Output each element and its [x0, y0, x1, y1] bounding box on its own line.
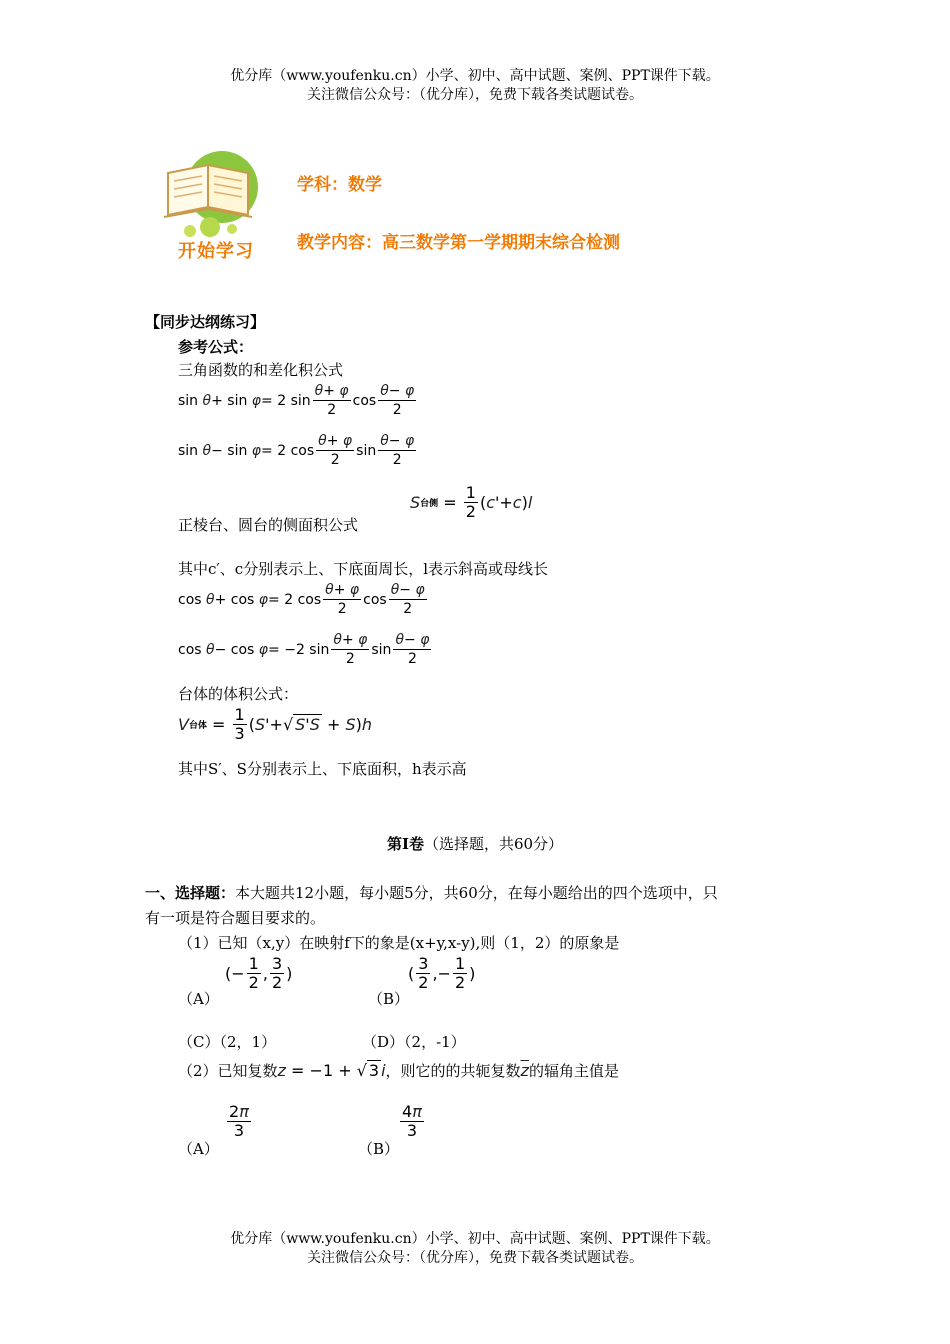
question-1-stem: （1）已知（x,y）在映射f下的象是(x+y,x-y),则（1，2）的原象是	[178, 934, 620, 952]
part-one-title-rest: （选择题，共60分）	[423, 835, 564, 853]
subject-label: 学科：数学	[297, 175, 382, 195]
footer-line-1: 优分库（www.youfenku.cn）小学、初中、高中试题、案例、PPT课件下载。	[230, 1231, 720, 1247]
complex-z-formula: z = −1 + √ 3 i	[277, 1061, 386, 1080]
formula-volume: V 台体 = $\frac{1}{3}$ (S'+√ S'S + S)h	[178, 705, 372, 743]
question-2-stem-part-1: （2）已知复数	[178, 1062, 278, 1080]
start-learning-logo	[160, 145, 270, 265]
section-one-line-1	[145, 882, 718, 903]
question-2-option-a-label: （A）	[178, 1140, 219, 1158]
question-1-option-a-label: （A）	[178, 990, 219, 1008]
question-1-option-d: （D）（2，-1）	[362, 1033, 466, 1051]
section-one-desc-1: 本大题共12小题，每小题5分，共60分，在每小题给出的四个选项中，只	[235, 884, 718, 902]
question-2-option-b-value: $\frac{4\pi}{3}$	[402, 1102, 422, 1140]
question-2-option-a-value: $\frac{2\pi}{3}$	[229, 1102, 249, 1140]
formula-sin-sum: sin θ+ sin φ= 2 sin $\frac{\theta+ \varphi}{2}$ cos $\frac{\theta- \varphi}{2}$	[178, 383, 415, 418]
formula-cos-sum: cos θ+ cos φ= 2 cos $\frac{\theta+ \varphi}{2}$ cos $\frac{\theta- \varphi}{2}$	[178, 582, 425, 617]
question-1-option-b-label: （B）	[368, 990, 410, 1008]
lateral-area-text: 正棱台、圆台的侧面积公式	[178, 516, 359, 534]
question-2-stem-part-3: 的辐角主值是	[528, 1062, 619, 1080]
question-2-stem-part-2: ，则它的的共轭复数	[385, 1062, 521, 1080]
section-one-line-2: 有一项是符合题目要求的。	[145, 909, 326, 927]
trig-formula-title: 三角函数的和差化积公式	[178, 361, 344, 379]
content-label: 教学内容：高三数学第一学期期末综合检测	[297, 233, 620, 253]
question-1-option-b-value: ( $\frac{3}{2}$ ,− $\frac{1}{2}$ )	[408, 954, 476, 992]
section-title: 【同步达纲练习】	[145, 313, 266, 331]
volume-title: 台体的体积公式：	[178, 685, 299, 703]
volume-note: 其中S′、S分别表示上、下底面积，h表示高	[178, 760, 467, 778]
question-2-stem	[178, 1060, 619, 1081]
question-2-option-b-label: （B）	[358, 1140, 400, 1158]
question-1-option-a-value: (− $\frac{1}{2}$ , $\frac{3}{2}$ )	[225, 954, 293, 992]
formula-cos-diff: cos θ− cos φ= −2 sin $\frac{\theta+ \varphi}{2}$ sin $\frac{\theta- \varphi}{2}$	[178, 632, 430, 667]
logo-text: 开始学习	[178, 241, 254, 262]
footer-line-2: 关注微信公众号：（优分库），免费下载各类试题试卷。	[307, 1250, 643, 1266]
header-line-1: 优分库（www.youfenku.cn）小学、初中、高中试题、案例、PPT课件下载。	[230, 68, 720, 84]
formula-lateral-area: S 台侧 = $\frac{1}{2}$ (c'+c)l	[410, 483, 533, 521]
section-one-label: 一、选择题：	[145, 884, 236, 902]
part-one-title	[0, 833, 950, 854]
open-book-icon	[160, 145, 270, 245]
formula-sin-diff: sin θ− sin φ= 2 cos $\frac{\theta+ \varphi}{2}$ sin $\frac{\theta- \varphi}{2}$	[178, 433, 415, 468]
question-1-option-c: （C）（2，1）	[178, 1033, 277, 1051]
reference-formula-title: 参考公式：	[178, 338, 254, 356]
lateral-note: 其中c′、c分别表示上、下底面周长，l表示斜高或母线长	[178, 560, 549, 578]
header-line-2: 关注微信公众号：（优分库），免费下载各类试题试卷。	[307, 87, 643, 103]
conjugate-z: $\overline{z}$	[520, 1061, 529, 1080]
part-one-title-bold: 第Ⅰ卷	[386, 835, 424, 853]
